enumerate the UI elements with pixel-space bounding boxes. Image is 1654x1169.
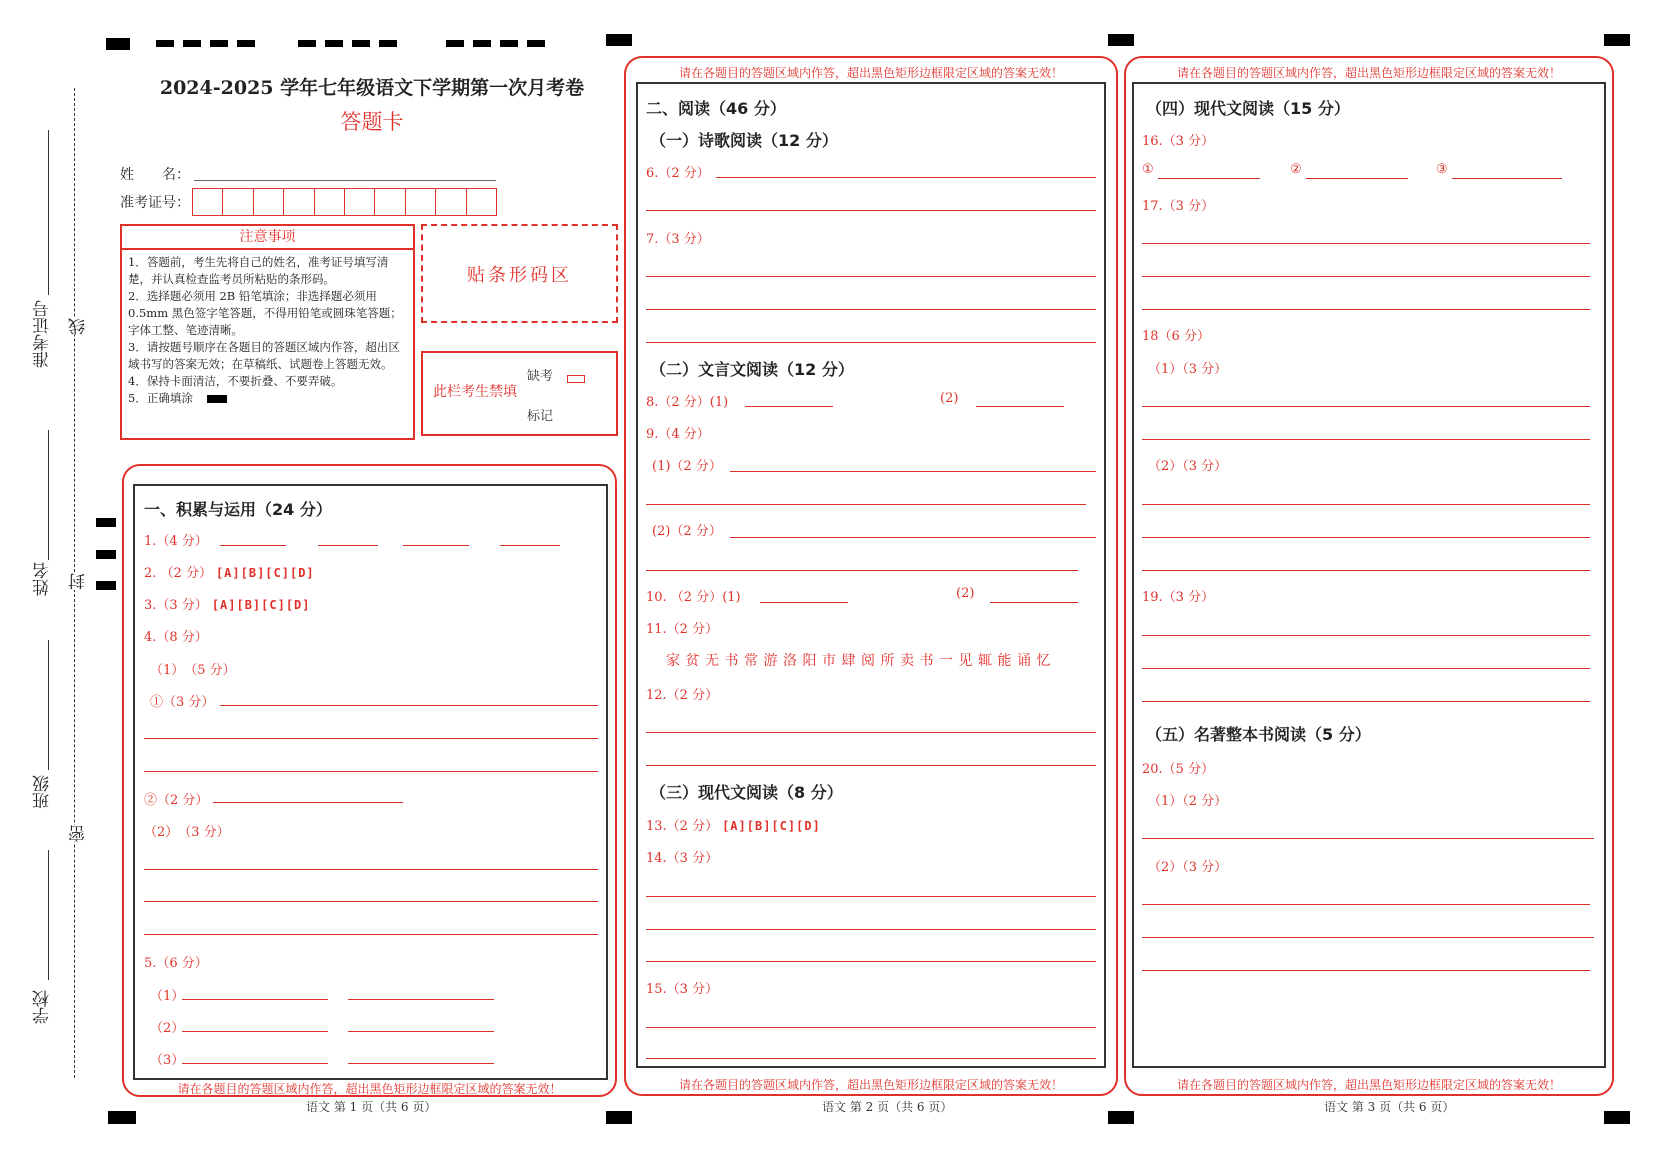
answer-line[interactable] <box>716 177 1096 178</box>
page-footer: 语文 第 2 页（共 6 页） <box>822 1100 953 1114</box>
id-box[interactable] <box>436 189 466 215</box>
answer-line[interactable] <box>403 545 469 546</box>
boundary-warning: 请在各题目的答题区域内作答，超出黑色矩形边框限定区域的答案无效！ <box>678 1078 1063 1092</box>
answer-line[interactable] <box>646 1027 1096 1028</box>
subsection-title: （三）现代文阅读（8 分） <box>650 783 843 802</box>
binding-id-label: 准考证号 <box>33 300 53 368</box>
answer-line[interactable] <box>1142 309 1590 310</box>
subsection-title: （一）诗歌阅读（12 分） <box>650 131 838 150</box>
boundary-warning: 请在各题目的答题区域内作答，超出黑色矩形边框限定区域的答案无效！ <box>678 66 1063 80</box>
question-label: 5.（6 分） <box>144 956 208 971</box>
blank-marker: ② <box>1290 162 1302 177</box>
boundary-warning: 请在各题目的答题区域内作答，超出黑色矩形边框限定区域的答案无效！ <box>1176 66 1561 80</box>
barcode-label: 贴条形码区 <box>467 264 572 286</box>
notice-list <box>122 250 413 407</box>
timing-mark <box>298 40 316 47</box>
answer-line[interactable] <box>1452 178 1562 179</box>
binding-school-label: 学校 <box>33 990 53 1024</box>
answer-line[interactable] <box>646 570 1078 571</box>
answer-line[interactable] <box>348 1063 494 1064</box>
question-label: 8.（2 分）(1) <box>646 395 729 410</box>
side-mark <box>96 581 116 590</box>
question-label: 9.（4 分） <box>646 427 710 442</box>
answer-line[interactable] <box>646 896 1096 897</box>
binding-class-label: 班级 <box>33 775 53 809</box>
choice-options[interactable]: [A][B][C][D] <box>211 598 311 612</box>
answer-line[interactable] <box>1142 276 1590 277</box>
answer-line[interactable] <box>646 210 1096 211</box>
side-mark <box>96 518 116 527</box>
subquestion-label: （2） （3 分） <box>144 825 230 840</box>
boundary-warning: 请在各题目的答题区域内作答，超出黑色矩形边框限定区域的答案无效！ <box>1176 1078 1561 1092</box>
corner-mark <box>1604 34 1630 46</box>
answer-line[interactable] <box>976 406 1064 407</box>
subsection-title: （五）名著整本书阅读（5 分） <box>1146 725 1371 744</box>
question-label: 17.（3 分） <box>1142 199 1215 214</box>
answer-line[interactable] <box>144 901 598 902</box>
corner-mark <box>1604 1111 1630 1124</box>
section-title: 一、积累与运用（24 分） <box>144 500 332 519</box>
answer-line[interactable] <box>646 961 1096 962</box>
answer-line[interactable] <box>144 934 598 935</box>
school-fill-line <box>48 850 49 980</box>
answer-line[interactable] <box>730 537 1096 538</box>
answer-line[interactable] <box>182 1063 328 1064</box>
q2-label: 2. （2 分） <box>144 566 212 581</box>
corner-mark <box>1108 34 1134 46</box>
subsection-title: （二）文言文阅读（12 分） <box>650 360 854 379</box>
answer-line[interactable] <box>1142 570 1590 571</box>
id-box[interactable] <box>223 189 253 215</box>
subquestion-label: （1） （5 分） <box>150 663 236 678</box>
timing-mark <box>446 40 464 47</box>
answer-line[interactable] <box>220 545 286 546</box>
question-label <box>646 815 821 834</box>
id-box[interactable] <box>467 189 496 215</box>
question-label: 6.（2 分） <box>646 166 710 181</box>
exam-id-label: 准考证号： <box>120 195 190 211</box>
subquestion-label: （3） <box>150 1053 185 1068</box>
notice-box <box>120 224 415 440</box>
answer-line[interactable] <box>1142 504 1590 505</box>
answer-line[interactable] <box>144 738 598 739</box>
answer-line[interactable] <box>348 1031 494 1032</box>
q3-label: 3.（3 分） <box>144 598 208 613</box>
question-label: 1.（4 分） <box>144 534 208 549</box>
blank-marker: ③ <box>1436 162 1448 177</box>
answer-line[interactable] <box>144 771 598 772</box>
subsection-title: （四）现代文阅读（15 分） <box>1146 99 1350 118</box>
notice-item: 3．请按题号顺序在各题目的答题区域内作答，超出区域书写的答案无效；在草稿纸、试题卷上答题无效。 <box>128 340 400 371</box>
timing-mark <box>527 40 545 47</box>
answer-line[interactable] <box>1142 838 1594 839</box>
answer-line[interactable] <box>1142 937 1594 938</box>
question-label: 16.（3 分） <box>1142 134 1215 149</box>
section-title: 二、阅读（46 分） <box>646 99 786 118</box>
question-label: 7.（3 分） <box>646 232 710 247</box>
class-fill-line <box>48 640 49 770</box>
subquestion-label: ②（2 分） <box>144 793 209 808</box>
subquestion-label: (2) <box>956 586 975 601</box>
corner-mark <box>108 1111 136 1124</box>
choice-options[interactable]: [A][B][C][D] <box>722 819 821 833</box>
absent-label-bottom: 标记 <box>527 409 554 424</box>
subquestion-label: (2) <box>940 391 959 406</box>
question-label: 20.（5 分） <box>1142 762 1215 777</box>
question-label: 19.（3 分） <box>1142 590 1215 605</box>
answer-line[interactable] <box>1142 635 1590 636</box>
id-box[interactable] <box>345 189 375 215</box>
question-label <box>144 562 315 581</box>
answer-line[interactable] <box>990 602 1078 603</box>
answer-line[interactable] <box>760 602 848 603</box>
exam-title: 2024-2025 学年七年级语文下学期第一次月考卷 <box>159 77 585 99</box>
answer-line[interactable] <box>1142 406 1590 407</box>
timing-mark <box>210 40 228 47</box>
blank-marker: ① <box>1142 162 1154 177</box>
boundary-warning: 请在各题目的答题区域内作答，超出黑色矩形边框限定区域的答案无效！ <box>177 1082 562 1096</box>
question-label: 10. （2 分）(1) <box>646 590 741 605</box>
answer-line[interactable] <box>1142 904 1590 905</box>
timing-mark <box>473 40 491 47</box>
subquestion-label: （1）（2 分） <box>1148 794 1228 809</box>
choice-options[interactable]: [A][B][C][D] <box>215 566 315 580</box>
answer-line[interactable] <box>318 545 378 546</box>
binding-name-label: 姓名 <box>33 562 53 596</box>
question-label: 15.（3 分） <box>646 982 719 997</box>
notice-item-fill-example <box>128 390 407 407</box>
barcode-area <box>421 224 618 323</box>
notice-title: 注意事项 <box>122 226 413 250</box>
page-footer: 语文 第 3 页（共 6 页） <box>1324 1100 1455 1114</box>
answer-line[interactable] <box>1142 970 1590 971</box>
timing-mark <box>352 40 370 47</box>
answer-line[interactable] <box>220 705 598 706</box>
answer-frame-page3 <box>1132 82 1606 1068</box>
seal-mark-feng: 封 <box>66 573 91 590</box>
question-label: 4.（8 分） <box>144 630 208 645</box>
side-mark <box>96 550 116 559</box>
name-input-line[interactable] <box>194 180 496 181</box>
seal-mark-mi: 密 <box>66 825 91 842</box>
question-label: 18（6 分） <box>1142 329 1210 344</box>
subquestion-label: （1）（3 分） <box>1148 362 1228 377</box>
answer-line[interactable] <box>500 545 560 546</box>
forbidden-area <box>421 351 618 436</box>
absent-mark-box[interactable] <box>567 375 585 383</box>
answer-line[interactable] <box>646 342 1096 343</box>
timing-mark <box>183 40 201 47</box>
answer-line[interactable] <box>646 1058 1096 1059</box>
answer-line[interactable] <box>745 406 833 407</box>
question-label: 12.（2 分） <box>646 688 719 703</box>
exam-id-boxes[interactable] <box>192 188 497 216</box>
subquestion-label: (1)（2 分） <box>652 459 722 474</box>
id-fill-line <box>48 130 49 295</box>
corner-mark <box>606 34 632 46</box>
answer-line[interactable] <box>1142 439 1590 440</box>
seal-mark-xian: 线 <box>66 318 91 335</box>
answer-line[interactable] <box>646 504 1086 505</box>
q13-label: 13.（2 分） <box>646 819 719 834</box>
id-box[interactable] <box>284 189 314 215</box>
timing-mark <box>156 40 174 47</box>
answer-line[interactable] <box>144 869 598 870</box>
answer-line[interactable] <box>1142 701 1590 702</box>
corner-mark <box>1108 1111 1134 1124</box>
answer-line[interactable] <box>1158 178 1260 179</box>
name-label: 姓 名： <box>120 167 190 183</box>
timing-mark <box>500 40 518 47</box>
timing-mark <box>325 40 343 47</box>
absent-label-top: 缺考 <box>527 369 554 384</box>
answer-line[interactable] <box>1306 178 1408 179</box>
answer-line[interactable] <box>646 276 1096 277</box>
answer-sheet-subtitle: 答题卡 <box>340 110 404 134</box>
answer-line[interactable] <box>1142 668 1590 669</box>
answer-line[interactable] <box>646 309 1096 310</box>
name-fill-line <box>48 430 49 560</box>
subquestion-label: （2）（3 分） <box>1148 459 1228 474</box>
id-box[interactable] <box>193 189 223 215</box>
answer-line[interactable] <box>348 999 494 1000</box>
question-label: 14.（3 分） <box>646 851 719 866</box>
page-footer: 语文 第 1 页（共 6 页） <box>306 1100 437 1114</box>
notice-item: 5．正确填涂 <box>128 391 193 405</box>
question-label <box>144 594 311 613</box>
notice-item: 2．选择题必须用 2B 铅笔填涂；非选择题必须用 0.5mm 黑色签字笔答题，不得用铅笔或圆珠笔答题；字体工整、笔迹清晰。 <box>128 289 402 337</box>
answer-line[interactable] <box>730 471 1096 472</box>
timing-mark <box>237 40 255 47</box>
answer-line[interactable] <box>182 999 328 1000</box>
answer-line[interactable] <box>646 929 1096 930</box>
subquestion-label: ①（3 分） <box>150 695 215 710</box>
timing-mark <box>379 40 397 47</box>
id-box[interactable] <box>375 189 405 215</box>
id-box[interactable] <box>254 189 284 215</box>
answer-line[interactable] <box>182 1031 328 1032</box>
answer-line[interactable] <box>1142 243 1590 244</box>
corner-mark <box>106 38 130 50</box>
answer-line[interactable] <box>646 732 1096 733</box>
id-box[interactable] <box>406 189 436 215</box>
answer-line[interactable] <box>646 765 1096 766</box>
filled-bubble-sample <box>207 395 227 403</box>
id-box[interactable] <box>315 189 345 215</box>
subquestion-label: （2）（3 分） <box>1148 860 1228 875</box>
subquestion-label: （1） <box>150 989 185 1004</box>
subquestion-label: (2)（2 分） <box>652 524 722 539</box>
question-label: 11.（2 分） <box>646 622 719 637</box>
notice-item: 1．答题前，考生先将自己的姓名，准考证号填写清楚，并认真检查监考员所粘贴的条形码。 <box>128 255 389 286</box>
corner-mark <box>606 1111 632 1124</box>
forbidden-label: 此栏考生禁填 <box>433 384 517 400</box>
answer-line[interactable] <box>213 802 403 803</box>
subquestion-label: （2） <box>150 1021 185 1036</box>
sentence-break-text[interactable]: 家贫无书常游洛阳市肆阅所卖书一见辄能诵忆 <box>666 653 1056 669</box>
answer-line[interactable] <box>1142 537 1590 538</box>
notice-item: 4．保持卡面清洁，不要折叠、不要弄破。 <box>128 374 343 388</box>
